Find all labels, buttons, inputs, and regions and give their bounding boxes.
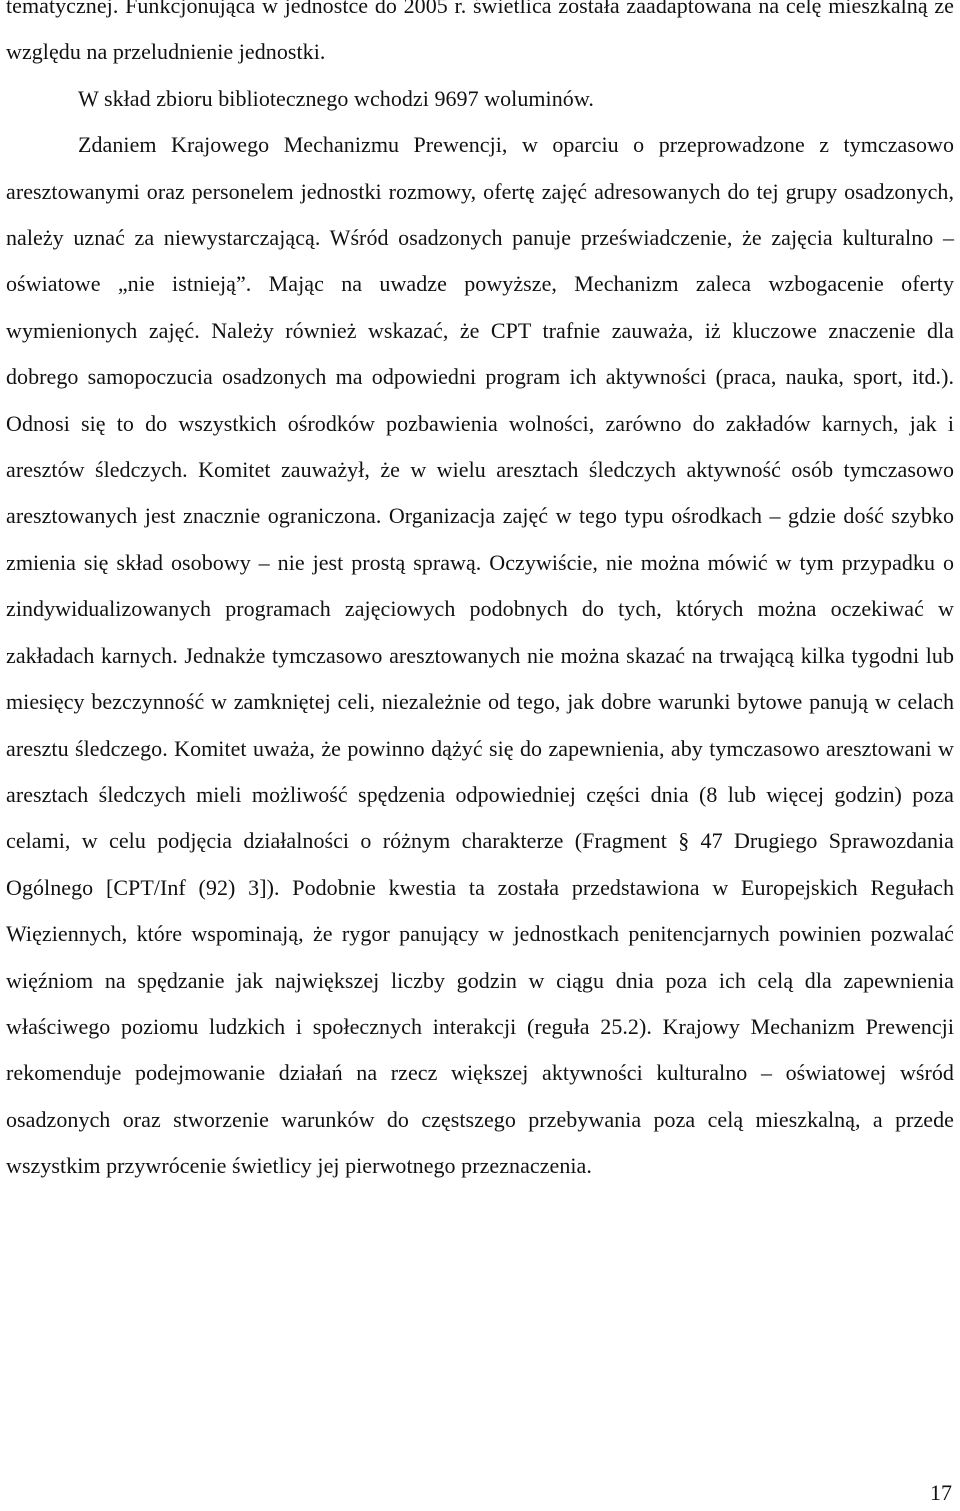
paragraph-main: Zdaniem Krajowego Mechanizmu Prewencji, w oparciu o przeprowadzone z tymczasowo aresztowanymi oraz personelem jednostki rozmowy, ofertę zajęć adresowanych do tej grupy osadzonych, należy uznać za niewystarczającą. Wśród osadzonych panuje przeświadczenie, że zajęcia kulturalno – oświatowe „nie istnieją”. Mając na uwadze powyższe, Mechanizm zaleca wzbogacenie oferty wymienionych zajęć. Należy również wskazać, że CPT trafnie zauważa, iż kluczowe znaczenie dla dobrego samopoczucia osadzonych ma odpowiedni program ich aktywności (praca, nauka, sport, itd.). Odnosi się to do wszystkich ośrodków pozbawienia wolności, zarówno do zakładów karnych, jak i aresztów śledczych. Komitet zauważył, że w wielu aresztach śledczych aktywność osób tymczasowo aresztowanych jest znacznie ograniczona. Organizacja zajęć w tego typu ośrodkach – gdzie dość szybko zmienia się skład osobowy – nie jest prostą sprawą. Oczywiście, nie można mówić w tym przypadku o zindywidualizowanych programach zajęciowych podobnych do tych, których można oczekiwać w zakładach karnych. Jednakże tymczasowo aresztowanych nie można skazać na trwającą kilka tygodni lub miesięcy bezczynność w zamkniętej celi, niezależnie od tego, jak dobre warunki bytowe panują w celach aresztu śledczego. Komitet uważa, że powinno dążyć się do zapewnienia, aby tymczasowo aresztowani w aresztach śledczych mieli możliwość spędzenia odpowiedniej części dnia (8 lub więcej godzin) poza celami, w celu podjęcia działalności o różnym charakterze (Fragment § 47 Drugiego Sprawozdania Ogólnego [CPT/Inf (92) 3]). Podobnie kwestia ta została przedstawiona w Europejskich Regułach Więziennych, które wspominają, że rygor panujący w jednostkach penitencjarnych powinien pozwalać więźniom na spędzanie jak największej liczby godzin w ciągu dnia poza ich celą dla zapewnienia właściwego poziomu ludzkich i społecznych interakcji (reguła 25.2). Krajowy Mechanizm Prewencji rekomenduje podejmowanie działań na rzecz większej aktywności kulturalno – oświatowej wśród osadzonych oraz stworzenie warunków do częstszego przebywania poza celą mieszkalną, a przede wszystkim przywrócenie świetlicy jej pierwotnego przeznaczenia. bbox=[6, 132, 954, 1179]
page-number: 17 bbox=[930, 1480, 952, 1505]
paragraph-collection: W skład zbioru bibliotecznego wchodzi 9697 woluminów. bbox=[78, 85, 594, 111]
document-page bbox=[6, 0, 954, 1190]
paragraph-continued: tematycznej. Funkcjonująca w jednostce do 2005 r. świetlica została zaadaptowana na celę mieszkalną ze względu na przeludnienie jednostki. bbox=[6, 0, 954, 65]
